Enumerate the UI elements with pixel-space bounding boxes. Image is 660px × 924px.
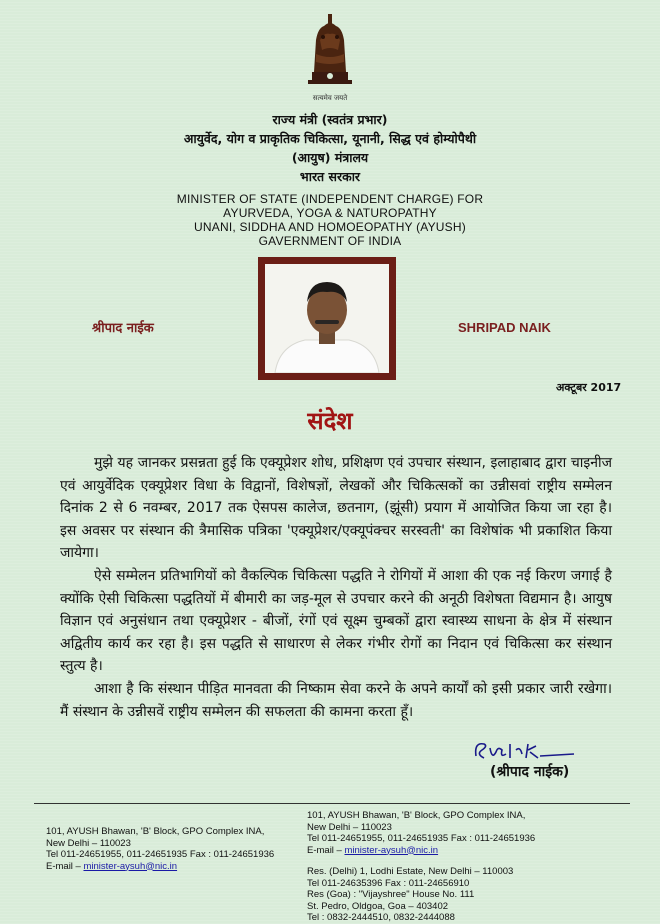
english-heading-line-2: AYURVEDA, YOGA & NATUROPATHY — [223, 206, 437, 220]
footer-right-res-line: Tel : 0832-2444510, 0832-2444088 — [307, 912, 455, 923]
footer-right-res-line: Res (Goa) : "Vijayshree" House No. 111 — [307, 889, 475, 900]
signature-image — [470, 736, 580, 762]
message-body — [60, 452, 612, 723]
message-paragraph: ऐसे सम्मेलन प्रतिभागियों को वैकल्पिक चिकित्सा पद्धति ने रोगियों में आशा की एक नई किरण जगाई है क्योंकि ऐसी चिकित्सा पद्धतियों में बीमारी का जड़-मूल से उपचार करने की अनूठी विशेषता विद्यमान है। आयुष विज्ञान एवं अनुसंधान तथा एक्यूप्रेशर - बीजों, रंगों एवं सूक्ष्म चुम्बकों द्वारा स्वास्थ्य साधना के क्षेत्र में संस्थान अद्वितीय कार्य कर रहा है। इस पद्धति से साधारण से लेकर गंभीर रोगों का निदान एवं चिकित्सा कर संस्थान स्तुत्य है। — [60, 567, 612, 675]
footer-left-email-label: E-mail – — [46, 860, 84, 872]
signatory-name: (श्रीपाद नाईक) — [490, 764, 570, 780]
hindi-heading-line-4: भारत सरकार — [299, 169, 361, 184]
minister-name-hindi: श्रीपाद नाईक — [92, 321, 154, 336]
minister-name-english: SHRIPAD NAIK — [458, 320, 551, 335]
footer-right-line: Tel 011-24651955, 011-24651935 Fax : 011-24651936 — [307, 833, 536, 844]
letter-date: अक्टूबर 2017 — [556, 381, 622, 394]
footer-right-email-label: E-mail – — [307, 844, 345, 856]
national-emblem-icon — [294, 10, 366, 94]
minister-photo-frame — [258, 257, 396, 380]
hindi-heading-line-1: राज्य मंत्री (स्वतंत्र प्रभार) — [272, 112, 388, 127]
english-heading-line-1: MINISTER OF STATE (INDEPENDENT CHARGE) FOR — [176, 192, 484, 206]
footer-right-email-link[interactable]: minister-aysuh@nic.in — [344, 844, 439, 856]
message-paragraph: मुझे यह जानकर प्रसन्नता हुई कि एक्यूप्रेशर शोध, प्रशिक्षण एवं उपचार संस्थान, इलाहाबाद द्वारा चाइनीज एवं आयुर्वेदिक एक्यूप्रेशर विधा के विद्वानों, विशेषज्ञों, लेखकों और चिकित्सकों का उन्नीसवां राष्ट्रीय सम्मेलन दिनांक 2 से 6 नवम्बर, 2017 तक ऐसपस कालेज, छतनाग, (झूंसी) प्रयाग में आयोजित किया जा रहा है। इस अवसर पर संस्थान की त्रैमासिक पत्रिका 'एक्यूप्रेशर/एक्यूपंक्चर सरस्वती' का विशेषांक भी प्रकाशित किया जायेगा। — [60, 455, 612, 562]
minister-photo — [265, 264, 389, 373]
english-heading-line-4: GAVERNMENT OF INDIA — [258, 234, 402, 248]
footer-right-res-line: St. Pedro, Oldgoa, Goa – 403402 — [307, 900, 449, 912]
footer-left-line: 101, AYUSH Bhawan, 'B' Block, GPO Complex INA, — [46, 826, 265, 837]
footer-right-res-line: Res. (Delhi) 1, Lodhi Estate, New Delhi – 110003 — [307, 866, 514, 877]
message-paragraph: आशा है कि संस्थान पीड़ित मानवता की निष्काम सेवा करने के अपने कार्यों को इसी प्रकार जारी रखेगा। मैं संस्थान के उन्नीसवें राष्ट्रीय सम्मेलन की सफलता की कामना करता हूँ। — [60, 680, 612, 720]
hindi-heading-line-2: आयुर्वेद, योग व प्राकृतिक चिकित्सा, यूनानी, सिद्ध एवं होम्योपैथी — [183, 131, 477, 146]
footer-left-line: New Delhi – 110023 — [46, 837, 131, 849]
footer-left-line: Tel 011-24651955, 011-24651935 Fax : 011-24651936 — [46, 849, 275, 860]
english-heading-line-3: UNANI, SIDDHA AND HOMOEOPATHY (AYUSH) — [194, 220, 466, 234]
footer-right-address — [307, 810, 535, 924]
footer-divider — [34, 803, 630, 804]
message-title: संदेश — [307, 407, 353, 435]
signature-text: Sprik — [470, 736, 473, 737]
hindi-heading-line-3: (आयुष) मंत्रालय — [291, 150, 369, 165]
footer-right-res-line: Tel 011-24635396 Fax : 011-24656910 — [307, 877, 470, 889]
footer-right-line: New Delhi – 110023 — [307, 821, 392, 833]
footer-left-email-link[interactable]: minister-aysuh@nic.in — [83, 860, 178, 872]
footer-left-address — [46, 826, 274, 872]
footer-right-line: 101, AYUSH Bhawan, 'B' Block, GPO Complex INA, — [307, 810, 526, 821]
emblem-motto: सत्यमेव जयते — [312, 94, 348, 102]
